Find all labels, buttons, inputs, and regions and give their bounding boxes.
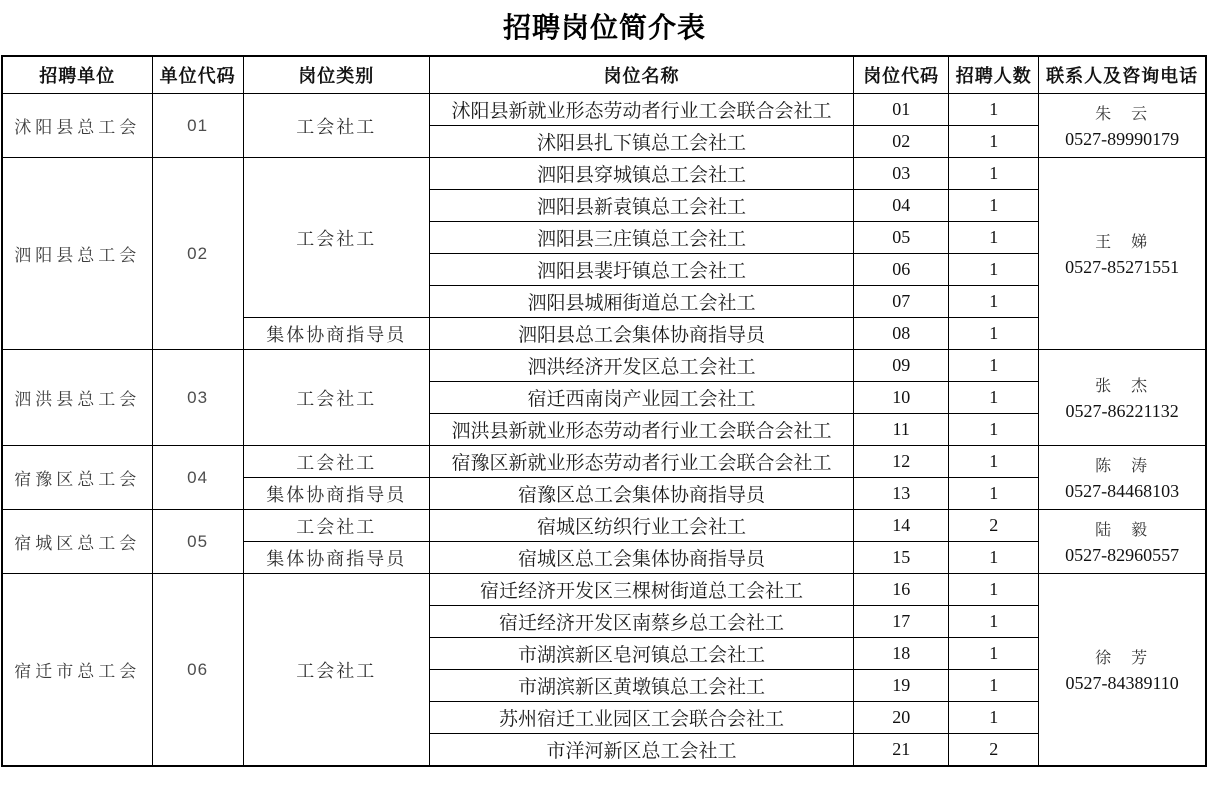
recruit-count-cell: 1	[949, 350, 1039, 382]
recruit-count-cell: 1	[949, 158, 1039, 190]
position-code-cell: 10	[854, 382, 949, 414]
column-header-category: 岗位类别	[243, 56, 429, 94]
position-name-cell: 泗洪县新就业形态劳动者行业工会联合会社工	[429, 414, 853, 446]
position-code-cell: 04	[854, 190, 949, 222]
unit-code-cell: 04	[152, 446, 243, 510]
position-code-cell: 12	[854, 446, 949, 478]
category-cell: 集体协商指导员	[243, 318, 429, 350]
category-cell: 工会社工	[243, 94, 429, 158]
recruit-count-cell: 1	[949, 670, 1039, 702]
unit-cell: 宿迁市总工会	[2, 574, 152, 767]
unit-cell: 泗阳县总工会	[2, 158, 152, 350]
recruit-count-cell: 1	[949, 254, 1039, 286]
position-name-cell: 沭阳县扎下镇总工会社工	[429, 126, 853, 158]
unit-code-cell: 03	[152, 350, 243, 446]
position-name-cell: 宿迁经济开发区南蔡乡总工会社工	[429, 606, 853, 638]
position-code-cell: 18	[854, 638, 949, 670]
position-code-cell: 01	[854, 94, 949, 126]
recruit-count-cell: 1	[949, 382, 1039, 414]
recruit-count-cell: 1	[949, 318, 1039, 350]
column-header-recruit-count: 招聘人数	[949, 56, 1039, 94]
contact-cell	[1039, 94, 1206, 158]
category-cell: 工会社工	[243, 574, 429, 767]
recruit-count-cell: 1	[949, 606, 1039, 638]
position-name-cell: 市湖滨新区黄墩镇总工会社工	[429, 670, 853, 702]
unit-cell: 宿城区总工会	[2, 510, 152, 574]
recruit-count-cell: 1	[949, 446, 1039, 478]
position-name-cell: 泗阳县新袁镇总工会社工	[429, 190, 853, 222]
contact-name: 徐 芳	[1095, 650, 1150, 667]
contact-cell	[1039, 446, 1206, 510]
position-name-cell: 宿豫区新就业形态劳动者行业工会联合会社工	[429, 446, 853, 478]
position-name-cell: 泗阳县三庄镇总工会社工	[429, 222, 853, 254]
contact-phone: 0527-84468103	[1065, 481, 1180, 501]
contact-name: 张 杰	[1095, 378, 1150, 395]
position-name-cell: 沭阳县新就业形态劳动者行业工会联合会社工	[429, 94, 853, 126]
unit-code-cell: 01	[152, 94, 243, 158]
column-header-unit: 招聘单位	[2, 56, 152, 94]
position-name-cell: 苏州宿迁工业园区工会联合会社工	[429, 702, 853, 734]
recruit-count-cell: 2	[949, 510, 1039, 542]
contact-cell	[1039, 350, 1206, 446]
category-cell: 工会社工	[243, 446, 429, 478]
contact-name: 朱 云	[1095, 106, 1150, 123]
contact-phone: 0527-82960557	[1065, 545, 1180, 565]
table-row	[2, 94, 1206, 126]
recruit-count-cell: 1	[949, 542, 1039, 574]
recruit-count-cell: 1	[949, 574, 1039, 606]
position-name-cell: 宿迁经济开发区三棵树街道总工会社工	[429, 574, 853, 606]
contact-cell	[1039, 574, 1206, 767]
recruit-count-cell: 1	[949, 478, 1039, 510]
contact-name: 陈 涛	[1095, 458, 1150, 475]
position-name-cell: 市湖滨新区皂河镇总工会社工	[429, 638, 853, 670]
contact-cell	[1039, 510, 1206, 574]
position-code-cell: 09	[854, 350, 949, 382]
column-header-unit-code: 单位代码	[152, 56, 243, 94]
contact-phone: 0527-84389110	[1065, 673, 1179, 693]
contact-name: 陆 毅	[1095, 522, 1150, 539]
table-row	[2, 446, 1206, 478]
position-code-cell: 02	[854, 126, 949, 158]
position-name-cell: 宿城区总工会集体协商指导员	[429, 542, 853, 574]
page-title: 招聘岗位简介表	[502, 13, 706, 44]
column-header-position-name: 岗位名称	[429, 56, 853, 94]
recruit-count-cell: 1	[949, 94, 1039, 126]
position-code-cell: 06	[854, 254, 949, 286]
recruit-count-cell: 1	[949, 638, 1039, 670]
contact-phone: 0527-86221132	[1065, 401, 1179, 421]
position-name-cell: 泗洪经济开发区总工会社工	[429, 350, 853, 382]
position-name-cell: 宿城区纺织行业工会社工	[429, 510, 853, 542]
category-cell: 工会社工	[243, 350, 429, 446]
recruit-count-cell: 1	[949, 286, 1039, 318]
position-name-cell: 泗阳县总工会集体协商指导员	[429, 318, 853, 350]
position-code-cell: 21	[854, 734, 949, 767]
contact-phone: 0527-89990179	[1065, 129, 1180, 149]
position-code-cell: 08	[854, 318, 949, 350]
position-name-cell: 宿迁西南岗产业园工会社工	[429, 382, 853, 414]
position-code-cell: 19	[854, 670, 949, 702]
recruitment-table	[1, 55, 1207, 767]
position-code-cell: 15	[854, 542, 949, 574]
recruit-count-cell: 1	[949, 222, 1039, 254]
position-code-cell: 07	[854, 286, 949, 318]
category-cell: 集体协商指导员	[243, 542, 429, 574]
position-code-cell: 03	[854, 158, 949, 190]
table-header-row	[2, 56, 1206, 94]
position-code-cell: 13	[854, 478, 949, 510]
recruit-count-cell: 2	[949, 734, 1039, 767]
column-header-contact: 联系人及咨询电话	[1039, 56, 1206, 94]
unit-cell: 宿豫区总工会	[2, 446, 152, 510]
table-row	[2, 574, 1206, 606]
position-code-cell: 16	[854, 574, 949, 606]
column-header-position-code: 岗位代码	[854, 56, 949, 94]
position-name-cell: 泗阳县穿城镇总工会社工	[429, 158, 853, 190]
recruit-count-cell: 1	[949, 414, 1039, 446]
category-cell: 工会社工	[243, 158, 429, 318]
contact-phone: 0527-85271551	[1065, 257, 1180, 277]
category-cell: 集体协商指导员	[243, 478, 429, 510]
position-code-cell: 17	[854, 606, 949, 638]
position-name-cell: 泗阳县裴圩镇总工会社工	[429, 254, 853, 286]
recruit-count-cell: 1	[949, 702, 1039, 734]
unit-code-cell: 06	[152, 574, 243, 767]
recruit-count-cell: 1	[949, 190, 1039, 222]
position-code-cell: 14	[854, 510, 949, 542]
contact-name: 王 娣	[1095, 234, 1150, 251]
position-name-cell: 市洋河新区总工会社工	[429, 734, 853, 767]
unit-cell: 沭阳县总工会	[2, 94, 152, 158]
unit-code-cell: 02	[152, 158, 243, 350]
position-code-cell: 05	[854, 222, 949, 254]
position-code-cell: 11	[854, 414, 949, 446]
recruit-count-cell: 1	[949, 126, 1039, 158]
position-name-cell: 泗阳县城厢街道总工会社工	[429, 286, 853, 318]
position-code-cell: 20	[854, 702, 949, 734]
table-row	[2, 510, 1206, 542]
table-row	[2, 350, 1206, 382]
table-body	[2, 94, 1206, 767]
table-row	[2, 158, 1206, 190]
contact-cell	[1039, 158, 1206, 350]
unit-cell: 泗洪县总工会	[2, 350, 152, 446]
unit-code-cell: 05	[152, 510, 243, 574]
category-cell: 工会社工	[243, 510, 429, 542]
position-name-cell: 宿豫区总工会集体协商指导员	[429, 478, 853, 510]
